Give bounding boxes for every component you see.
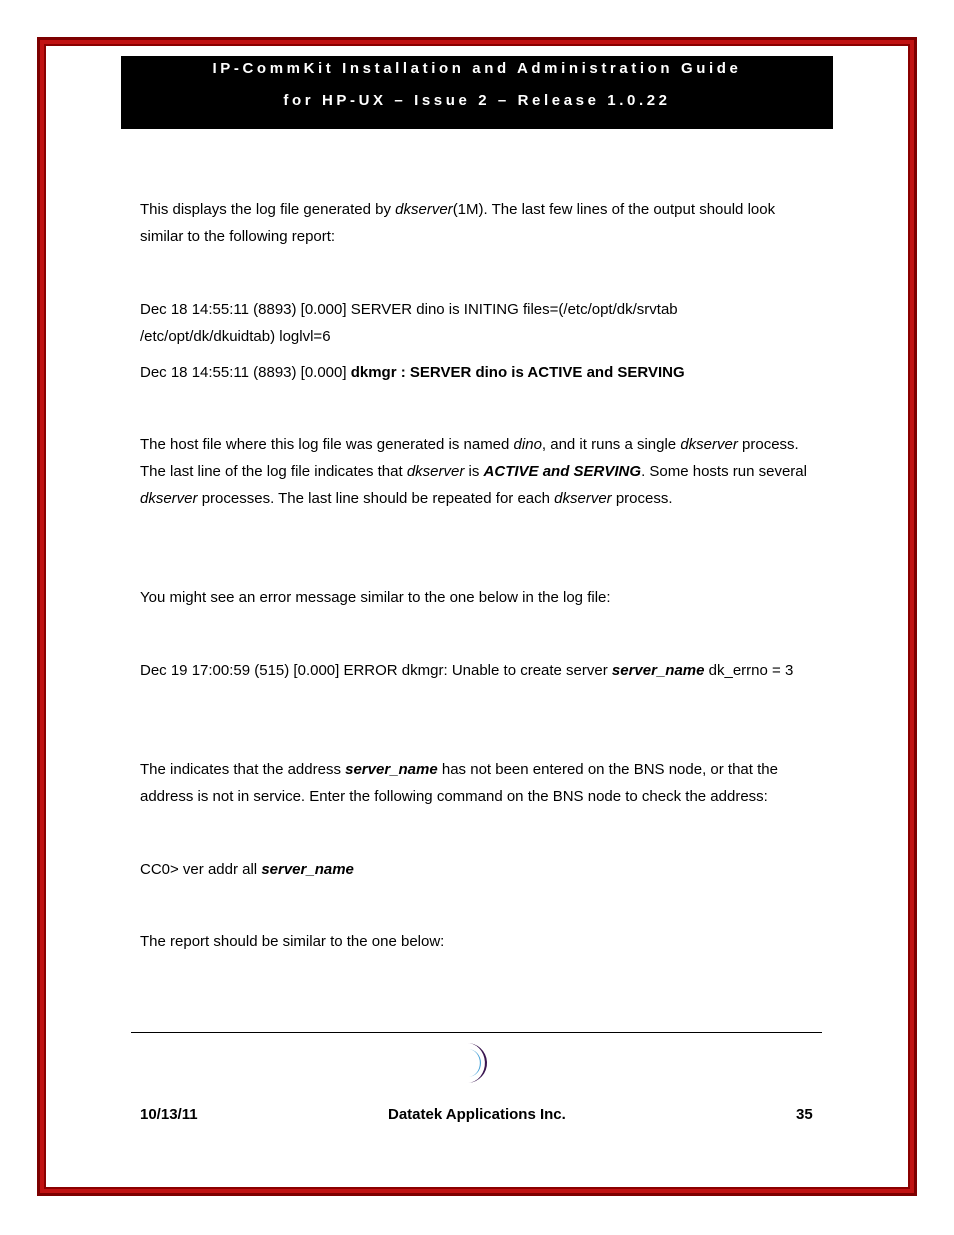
paragraph-report-intro: The report should be similar to the one below: bbox=[140, 933, 445, 950]
footer-page-number: 35 bbox=[796, 1106, 813, 1123]
footer-company: Datatek Applications Inc. bbox=[388, 1106, 566, 1123]
paragraph-address-explanation: The indicates that the address server_name has not been entered on the BNS node, or that the address is not in service. Enter the following command on the BNS node to check the address: bbox=[140, 761, 778, 805]
footer-date: 10/13/11 bbox=[140, 1106, 198, 1123]
paragraph-host-file: The host file where this log file was generated is named dino, and it runs a single dkserver process. The last line of the log file indicates that dkserver is ACTIVE and SERVING. Some hosts run several dkserver processes. The last line should be repeated for each dkserver process. bbox=[140, 436, 807, 507]
footer-divider bbox=[131, 1032, 822, 1033]
log-line-initing: Dec 18 14:55:11 (8893) [0.000] SERVER dino is INITING files=(/etc/opt/dk/srvtab /etc/opt/dk/dkuidtab) loglvl=6 bbox=[140, 301, 678, 345]
datatek-crescent-logo-icon bbox=[448, 1040, 492, 1086]
header-subtitle: for HP-UX – Issue 2 – Release 1.0.22 bbox=[283, 92, 671, 109]
log-line-error: Dec 19 17:00:59 (515) [0.000] ERROR dkmgr: Unable to create server server_name dk_errno = 3 bbox=[140, 662, 794, 679]
command-line: CC0> ver addr all server_name bbox=[140, 861, 354, 878]
header-title: IP-CommKit Installation and Administration Guide bbox=[212, 60, 742, 77]
paragraph-intro: This displays the log file generated by dkserver(1M). The last few lines of the output should look similar to the following report: bbox=[140, 201, 776, 245]
paragraph-error-intro: You might see an error message similar to the one below in the log file: bbox=[140, 589, 611, 606]
log-line-active: Dec 18 14:55:11 (8893) [0.000] dkmgr : SERVER dino is ACTIVE and SERVING bbox=[140, 364, 685, 381]
document-header bbox=[121, 56, 833, 129]
